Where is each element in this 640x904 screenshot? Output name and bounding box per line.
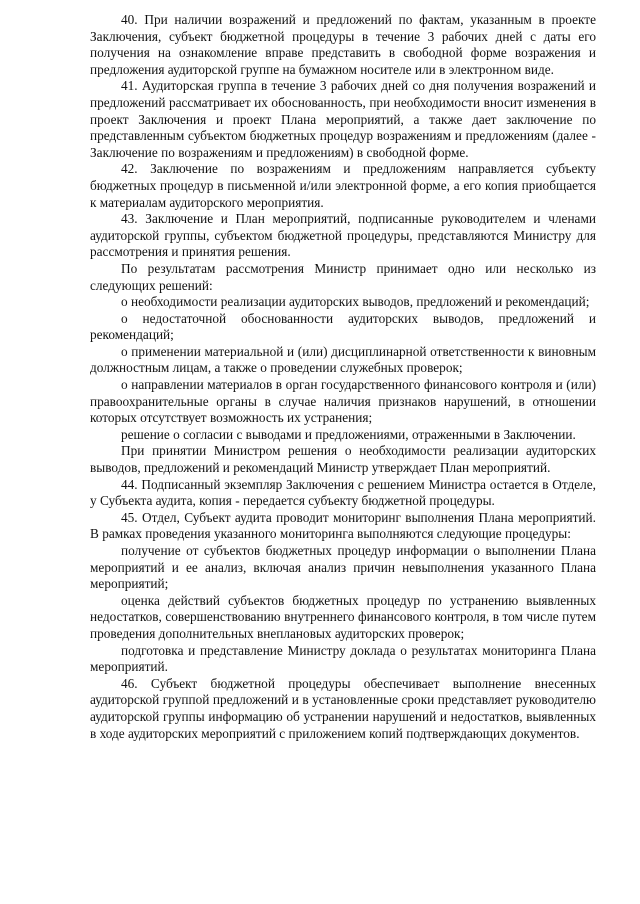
procedure-item-information: получение от субъектов бюджетных процедур информации о выполнении Плана мероприятий и ее анализ, включая анализ причин невыполнения указанного Плана мероприятий; bbox=[90, 543, 596, 592]
decision-item-referral: о направлении материалов в орган государственного финансового контроля и (или) правоохранительные органы в случае наличия признаков нарушений, в отношении которых отсутствует возможность их устранения; bbox=[90, 377, 596, 426]
paragraph-plan-approval: При принятии Министром решения о необходимости реализации аудиторских выводов, предложений и рекомендаций Министр утверждает План мероприятий. bbox=[90, 443, 596, 476]
decision-item-insufficient-basis: о недостаточной обоснованности аудиторских выводов, предложений и рекомендаций; bbox=[90, 310, 596, 343]
paragraph-40: 40. При наличии возражений и предложений по фактам, указанным в проекте Заключения, субъект бюджетной процедуры в течение 3 рабочих дней с даты его получения на ознакомление вправе представить в свободной форме возражения и предложения аудиторской группе на бумажном носителе или в электронном виде. bbox=[90, 12, 596, 77]
paragraph-decisions-intro: По результатам рассмотрения Министр принимает одно или несколько из следующих решений: bbox=[90, 260, 596, 293]
decision-item-implementation: о необходимости реализации аудиторских выводов, предложений и рекомендаций; bbox=[121, 294, 590, 310]
paragraph-46: 46. Субъект бюджетной процедуры обеспечивает выполнение внесенных аудиторской группой предложений и в установленные сроки представляет руководителю аудиторской группы информацию об устранении нарушений и недостатков, выявленных в ходе аудиторских мероприятий с приложением копий подтверждающих документов. bbox=[90, 675, 596, 741]
document-page bbox=[90, 12, 596, 742]
procedure-item-assessment: оценка действий субъектов бюджетных процедур по устранению выявленных недостатков, совершенствованию внутреннего финансового контроля, в том числе путем проведения дополнительных внеплановых аудиторских проверок; bbox=[90, 592, 596, 641]
decision-item-agreement: решение о согласии с выводами и предложениями, отраженными в Заключении. bbox=[121, 426, 576, 442]
decision-item-liability: о применении материальной и (или) дисциплинарной ответственности к виновным должностным лицам, а также о проведении служебных проверок; bbox=[90, 343, 596, 376]
paragraph-42: 42. Заключение по возражениям и предложениям направляется субъекту бюджетных процедур в письменной и/или электронной форме, а его копия приобщается к материалам аудиторского мероприятия. bbox=[90, 161, 596, 210]
paragraph-45: 45. Отдел, Субъект аудита проводит мониторинг выполнения Плана мероприятий. В рамках проведения указанного мониторинга выполняются следующие процедуры: bbox=[90, 509, 596, 542]
paragraph-43: 43. Заключение и План мероприятий, подписанные руководителем и членами аудиторской группы, субъектом бюджетной процедуры, представляются Министру для рассмотрения и принятия решения. bbox=[90, 211, 596, 260]
procedure-item-report: подготовка и представление Министру доклада о результатах мониторинга Плана мероприятий. bbox=[90, 642, 596, 675]
paragraph-41: 41. Аудиторская группа в течение 3 рабочих дней со дня получения возражений и предложений рассматривает их обоснованность, при необходимости вносит изменения в проект Заключения и проект Плана мероприятий, а также дает заключение по представленным субъектом бюджетных процедур возражениям и предложениям (далее - Заключение по возражениям и предложениям) в свободной форме. bbox=[90, 78, 596, 160]
paragraph-44: 44. Подписанный экземпляр Заключения с решением Министра остается в Отделе, у Субъекта аудита, копия - передается субъекту бюджетной процедуры. bbox=[90, 476, 596, 509]
